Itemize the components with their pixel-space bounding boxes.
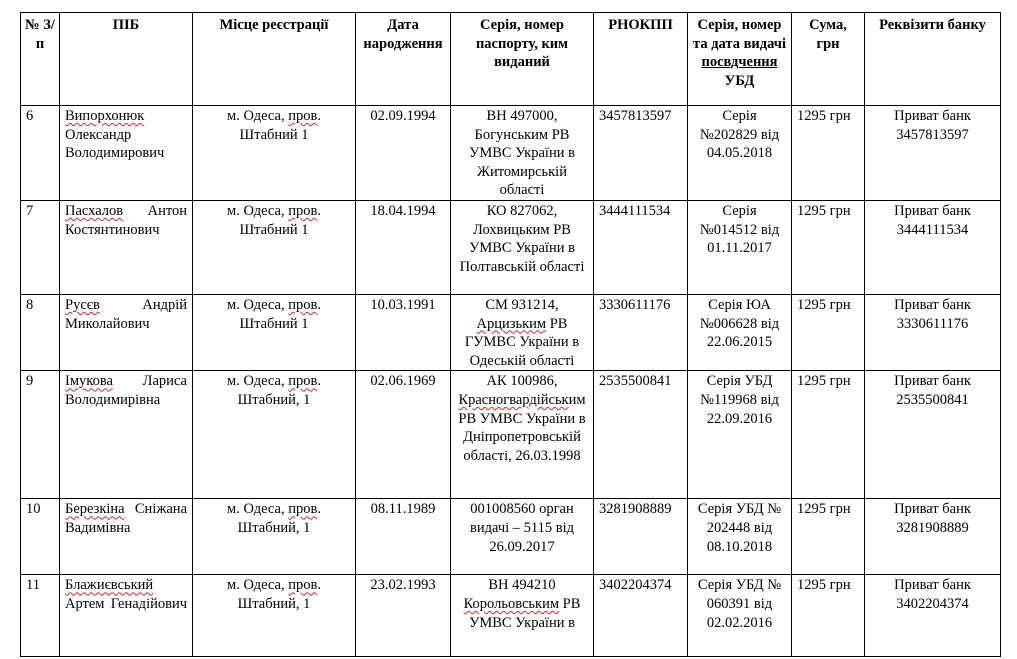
cell-sum: 1295 грн [792,106,865,201]
header-pib: ПІБ [60,13,193,106]
cell-ubd: Серія УБД № 202448 від 08.10.2018 [688,499,792,575]
cell-pib [60,575,193,657]
header-rnokpp: РНОКПП [594,13,688,106]
cell-bank: Приват банк 2535500841 [865,371,1001,499]
cell-pib-name: Лариса Володимирівна [65,373,187,408]
cell-pib-surname: Імукова [65,373,113,390]
header-num: № З/п [21,13,60,106]
cell-dob: 02.09.1994 [356,106,451,201]
cell-place-street: . Штабний, 1 [237,373,321,408]
header-place: Місце реєстрації [193,13,356,106]
cell-pib-surname: Пасхалов [65,202,124,219]
cell-dob: 02.06.1969 [356,371,451,499]
cell-bank: Приват банк 3444111534 [865,200,1001,294]
cell-pib-surname: Випорхонюк [65,108,145,124]
cell-place-abbr: пров [288,296,318,313]
cell-sum: 1295 грн [792,575,865,657]
cell-passport-issuer: Арцизьким [476,315,547,332]
cell-place-city: м. Одеса, [227,501,289,518]
cell-bank: Приват банк 3457813597 [865,106,1001,201]
header-bank: Реквізити банку [865,13,1001,106]
cell-pib [60,371,193,499]
cell-passport-issuer: Красногвардійськ [458,391,569,408]
cell-sum: 1295 грн [792,294,865,370]
header-ubd-a: Серія, номер та дата видачі [693,17,786,52]
cell-place-street: . Штабний 1 [239,108,321,143]
cell-passport-a: СМ 931214, [485,296,559,313]
cell-rnokpp: 3457813597 [594,106,688,201]
cell-place-street: . Штабний, 1 [237,501,321,536]
header-row [21,13,1001,106]
table-row [21,575,1001,657]
cell-dob: 08.11.1989 [356,499,451,575]
cell-place [193,575,356,657]
cell-num: 8 [21,294,60,370]
cell-place [193,371,356,499]
table-row [21,294,1001,370]
cell-rnokpp: 3330611176 [594,294,688,370]
cell-place [193,106,356,201]
header-ubd-c: УБД [724,72,755,89]
cell-place-street: . Штабний 1 [239,296,321,332]
table-row [21,499,1001,575]
cell-pib-surname: Березкіна [65,501,125,518]
cell-dob: 10.03.1991 [356,294,451,370]
cell-dob: 18.04.1994 [356,200,451,294]
cell-rnokpp: 3281908889 [594,499,688,575]
table-row [21,106,1001,201]
cell-num: 10 [21,499,60,575]
cell-passport-c: им РВ УМВС України в Дніпропетровській області, 26.03.1998 [458,391,586,464]
cell-num: 11 [21,575,60,657]
cell-passport [451,294,594,370]
cell-pib [60,499,193,575]
cell-bank: Приват банк 3402204374 [865,575,1001,657]
cell-place-street: . Штабний 1 [239,202,321,238]
cell-passport-a: 001008560 орган видачі – 5115 [469,501,574,536]
cell-pib-surname: Блажиєвський [65,577,154,594]
cell-ubd: Серія №014512 від 01.11.2017 [688,200,792,294]
cell-passport [451,200,594,294]
cell-place [193,499,356,575]
cell-place-abbr: пров [288,577,318,594]
cell-pib-name: Олександр Володимирович [65,126,165,162]
cell-bank: Приват банк 3330611176 [865,294,1001,370]
cell-rnokpp: 3444111534 [594,200,688,294]
cell-pib [60,106,193,201]
cell-num: 9 [21,371,60,499]
header-sum: Сума, грн [792,13,865,106]
cell-place [193,294,356,370]
cell-passport-a: КО 827062, Лохвицьким РВ УМВС України в Полтавській області [459,202,585,275]
table-row [21,371,1001,499]
cell-passport-c: РВ ГУМВС України в Одеській області [464,315,580,369]
cell-sum: 1295 грн [792,499,865,575]
cell-pib-name: Андрій Миколайович [65,296,187,332]
cell-pib-name: Антон Костянтинович [65,202,187,238]
cell-bank: Приват банк 3281908889 [865,499,1001,575]
cell-passport [451,499,594,575]
cell-place-abbr: пров [288,202,318,219]
cell-pib-name: Сніжана Вадимівна [65,501,187,536]
cell-passport [451,106,594,201]
cell-place-city: м. Одеса, [227,373,289,390]
cell-place-abbr: пров [288,501,318,518]
cell-num: 7 [21,200,60,294]
cell-place-city: м. Одеса, [227,108,289,124]
cell-place-abbr: пров [288,108,318,124]
cell-place-city: м. Одеса, [227,202,289,219]
cell-pib-surname: Русєв [65,296,100,313]
cell-place-city: м. Одеса, [227,296,289,313]
header-ubd [688,13,792,106]
cell-place-abbr: пров [288,373,318,390]
cell-place [193,200,356,294]
cell-num: 6 [21,106,60,201]
cell-sum: 1295 грн [792,371,865,499]
cell-rnokpp: 3402204374 [594,575,688,657]
cell-place-street: . Штабний, 1 [237,577,321,612]
cell-ubd: Серія ЮА №006628 від 22.06.2015 [688,294,792,370]
recipients-table [20,12,1001,657]
cell-passport [451,371,594,499]
cell-passport-issuer: Корольовським [463,595,560,612]
cell-ubd: Серія №202829 від 04.05.2018 [688,106,792,201]
cell-pib [60,200,193,294]
header-passport: Серія, номер паспорту, ким виданий [451,13,594,106]
cell-passport-c: від 26.09.2017 [489,519,574,555]
cell-passport [451,575,594,657]
cell-dob: 23.02.1993 [356,575,451,657]
header-dob: Дата народження [356,13,451,106]
cell-pib-name: Артем Генадійович [65,595,187,612]
cell-passport-a: АК 100986, [486,373,558,390]
cell-passport-a: ВН 494210 [488,577,556,594]
cell-place-city: м. Одеса, [227,577,289,594]
header-ubd-b: посвдчення [701,54,778,71]
cell-rnokpp: 2535500841 [594,371,688,499]
cell-passport-c: РВ УМВС України в [469,595,581,631]
cell-ubd: Серія УБД № 060391 від 02.02.2016 [688,575,792,657]
cell-sum: 1295 грн [792,200,865,294]
cell-passport-a: ВН 497000, Богунським РВ УМВС України в Житомирській області [469,108,575,199]
table-row [21,200,1001,294]
cell-pib [60,294,193,370]
cell-ubd: Серія УБД №119968 від 22.09.2016 [688,371,792,499]
